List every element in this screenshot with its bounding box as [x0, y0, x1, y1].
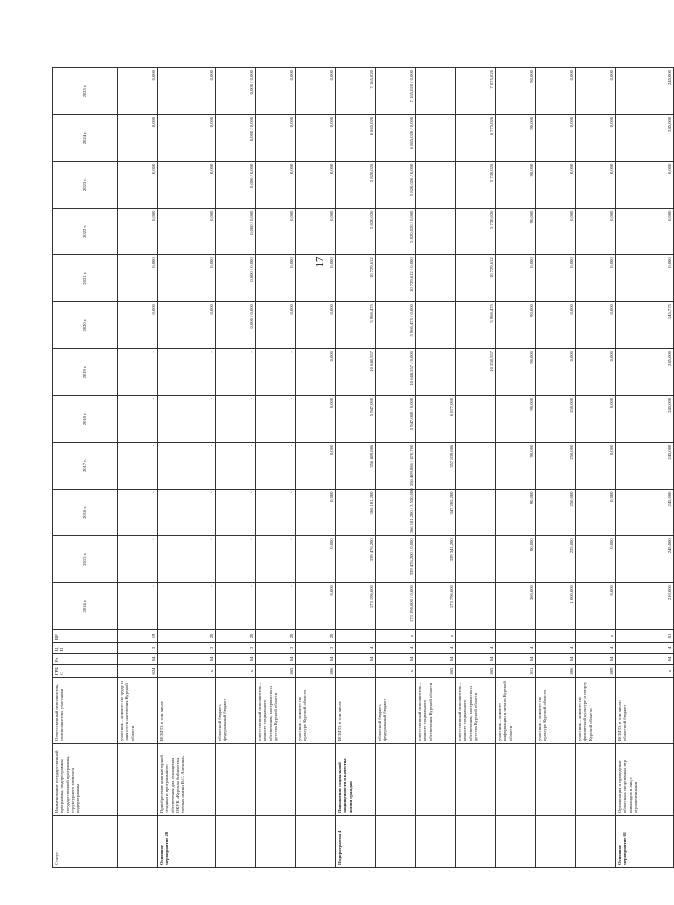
row-code — [536, 630, 576, 643]
row-value: 173 196,600 — [336, 583, 376, 630]
row-value: 90,000 — [496, 161, 536, 208]
row-value: 0,000 — [296, 536, 336, 583]
row-value: 0,000 — [158, 114, 216, 161]
row-value: - — [118, 395, 158, 442]
row-value: - — [118, 489, 158, 536]
header-name: Наименование государственной программы, подпрограммы государственной программы, структурного элемента подпрограммы — [53, 744, 118, 816]
row-value — [416, 255, 456, 302]
row-value: 0,000 — [118, 114, 158, 161]
row-value: - — [118, 536, 158, 583]
row-value: 0,000 — [616, 208, 674, 255]
row-value: - — [158, 349, 216, 396]
row-value: 0,000 — [536, 349, 576, 396]
row-code — [336, 665, 376, 678]
header-status: Статус — [53, 816, 118, 868]
row-value: 10 729,612 — [456, 255, 496, 302]
row-value: 0,000 — [296, 395, 336, 442]
row-name — [118, 744, 158, 816]
row-code: 3 — [256, 643, 296, 654]
row-value: 0,000 — [256, 255, 296, 302]
row-value — [456, 489, 496, 536]
row-status — [118, 816, 158, 868]
row-value: 250,000 — [536, 489, 576, 536]
row-value: 5 820,026 / 0,000 — [376, 161, 416, 208]
row-value: 225,000 — [536, 536, 576, 583]
row-value: 0,000 — [118, 68, 158, 115]
row-value: 10 648,557 — [336, 349, 376, 396]
row-executor: ответственный исполнитель – комитет социального обеспечения, материнства и детства Курской области — [256, 678, 296, 744]
row-code: 4 — [376, 643, 416, 654]
row-name — [576, 744, 616, 816]
row-value — [416, 114, 456, 161]
row-status — [216, 816, 256, 868]
row-value: - — [216, 442, 256, 489]
row-value — [416, 208, 456, 255]
row-value: 0,000 — [158, 208, 216, 255]
row-value: 245,000 — [616, 395, 674, 442]
row-status — [576, 816, 616, 868]
row-value: 10 358,557 — [456, 349, 496, 396]
row-name — [536, 744, 576, 816]
table-row — [216, 68, 256, 868]
row-value: - — [158, 583, 216, 630]
header-year: 2022 г. — [53, 208, 118, 255]
row-value: 0,000 — [296, 68, 336, 115]
row-value: 7 075,026 — [456, 68, 496, 115]
header-pr: ЦП — [53, 643, 118, 654]
row-value: 0,000 — [576, 255, 616, 302]
row-value: 0,000 — [576, 349, 616, 396]
row-value: 245,000 — [616, 114, 674, 161]
row-code: 824 — [118, 665, 158, 678]
row-value: 0,000 — [118, 255, 158, 302]
row-value: 0,000 — [158, 161, 216, 208]
row-code: 4 — [416, 643, 456, 654]
row-value: 339 476,200 — [336, 536, 376, 583]
row-value — [416, 302, 456, 349]
row-code: 865 — [416, 665, 456, 678]
row-value: 0,000 — [536, 208, 576, 255]
row-executor: участник – комитет информации и печати Курской области — [496, 678, 536, 744]
row-value: 366 181,200 / 3 550,000 — [376, 489, 416, 536]
row-value: 0,000 — [118, 302, 158, 349]
row-code: 20 — [256, 630, 296, 643]
row-executor: участник – комитет по культуре Курской области — [296, 678, 336, 744]
row-code: 04 — [576, 654, 616, 665]
row-value: 5 820,026 — [336, 161, 376, 208]
row-executor: ответственный исполнитель – комитет социального обеспечения, материнства и детства Курской области — [456, 678, 496, 744]
row-code: 4 — [536, 643, 576, 654]
row-code: 20 — [216, 630, 256, 643]
row-value: 173 196,600 / 0,000 — [376, 583, 416, 630]
row-name: Организация и проведение областных спортивных игр инвалидов и лиц с ограниченными — [616, 744, 674, 816]
row-value: 90,000 — [496, 536, 536, 583]
table-row — [118, 68, 158, 868]
row-code: 4 — [336, 643, 376, 654]
row-value: - — [158, 489, 216, 536]
row-value: 0,000 — [118, 161, 158, 208]
row-value: 90,000 — [496, 349, 536, 396]
row-value: - — [216, 395, 256, 442]
row-value: 0,000 — [576, 442, 616, 489]
row-executor: ВСЕГО, в том числе — [336, 678, 376, 744]
table-row — [416, 68, 456, 868]
row-value: 0,000 — [256, 114, 296, 161]
row-code: x — [616, 665, 674, 678]
row-value — [456, 536, 496, 583]
row-code: x — [376, 630, 416, 643]
header-year: 2019 г. — [53, 349, 118, 396]
row-value: - — [216, 489, 256, 536]
row-value: 0,000 — [536, 255, 576, 302]
header-year: 2024 г. — [53, 114, 118, 161]
row-value: - — [256, 489, 296, 536]
header-year: 2023 г. — [53, 161, 118, 208]
header-vr: ВР — [53, 630, 118, 643]
row-value: 5 947,000 / 0,000 — [376, 395, 416, 442]
row-value: - — [118, 349, 158, 396]
row-status: Подпрограмма 4 — [336, 816, 376, 868]
row-name — [256, 744, 296, 816]
row-name: Повышение социальной защищенности и качества жизни граждан — [336, 744, 376, 816]
row-value: - — [256, 349, 296, 396]
row-code: 3 — [118, 643, 158, 654]
row-value: 0,000 / 0,000 — [216, 114, 256, 161]
row-value: 0,000 — [296, 208, 336, 255]
row-executor: ВСЕГО, в том числе — [158, 678, 216, 744]
row-code: 811 — [496, 665, 536, 678]
row-value: 356 409,886 — [336, 442, 376, 489]
row-code: 04 — [296, 654, 336, 665]
row-value: 90,000 — [496, 68, 536, 115]
row-code: x — [376, 665, 416, 678]
row-code: 04 — [456, 654, 496, 665]
header-grbs: ГРБС — [53, 665, 118, 678]
row-value: 6 865,020 — [336, 114, 376, 161]
row-value: - — [256, 536, 296, 583]
row-code: 809 — [576, 665, 616, 678]
table-row — [336, 68, 376, 868]
row-value: 0,000 — [576, 536, 616, 583]
row-status — [416, 816, 456, 868]
row-value — [456, 395, 496, 442]
header-year: 2016 г. — [53, 489, 118, 536]
table-row — [496, 68, 536, 868]
row-value: 0,000 — [296, 161, 336, 208]
row-value: 0,000 — [158, 255, 216, 302]
row-value: 0,000 — [296, 489, 336, 536]
row-value: 0,000 — [496, 255, 536, 302]
row-value: 90,000 — [496, 208, 536, 255]
row-executor: участник – комитет по культуре Курской области — [536, 678, 576, 744]
row-name — [496, 744, 536, 816]
header-year: 2017 г. — [53, 442, 118, 489]
row-value: 339 341,200 — [416, 536, 456, 583]
row-value: 245,000 — [616, 536, 674, 583]
row-value: 0,000 — [536, 302, 576, 349]
row-value: 7 165,020 — [336, 68, 376, 115]
row-status: Основное мероприятие 20 — [158, 816, 216, 868]
row-executor: участник – комитет по физической культуре и спорту Курской области — [576, 678, 616, 744]
row-value: 0,000 — [296, 583, 336, 630]
row-value: 6 877,000 — [416, 395, 456, 442]
row-code: 19 — [118, 630, 158, 643]
row-value: - — [256, 583, 296, 630]
header-executor: Ответственный исполнитель, соисполнители, участники — [53, 678, 118, 744]
row-value: 5 820,026 — [336, 208, 376, 255]
row-value: 250,000 — [536, 395, 576, 442]
row-value: 0,000 — [616, 161, 674, 208]
row-name: Приобретение компьютерной техники и программного обеспечения для оснащения ОКУК «Курская библиотека слепых имени В.С. Алехина» — [158, 744, 216, 816]
row-value: 1 000,000 — [536, 583, 576, 630]
row-value: - — [256, 395, 296, 442]
header-year: 2015 г. — [53, 536, 118, 583]
row-value: 5 820,026 / 0,000 — [376, 208, 416, 255]
row-value — [456, 442, 496, 489]
row-code: 04 — [216, 654, 256, 665]
row-executor: ответственный исполнитель – комитет социального обеспечения Курской области — [416, 678, 456, 744]
row-value: 210,000 — [616, 583, 674, 630]
row-value: 0,000 — [296, 114, 336, 161]
row-value: 0,000 — [536, 114, 576, 161]
row-value: - — [256, 442, 296, 489]
row-name — [376, 744, 416, 816]
row-value: 10 648,557 / 0,000 — [376, 349, 416, 396]
row-value: 173 796,600 — [416, 583, 456, 630]
row-value: 366 181,200 — [336, 489, 376, 536]
row-value: - — [158, 395, 216, 442]
row-value — [416, 349, 456, 396]
row-value: 0,000 — [576, 208, 616, 255]
budget-table — [52, 67, 674, 868]
row-code: 04 — [416, 654, 456, 665]
row-value: 0,000 — [576, 161, 616, 208]
row-code: x — [216, 665, 256, 678]
row-code: 4 — [576, 643, 616, 654]
row-value: 0,000 — [616, 255, 674, 302]
row-value: - — [216, 349, 256, 396]
row-value: 0,000 — [296, 255, 336, 302]
row-value: 90,000 — [496, 489, 536, 536]
row-code: x — [416, 630, 456, 643]
table-row — [256, 68, 296, 868]
row-value: 0,000 — [576, 114, 616, 161]
table-row — [616, 68, 674, 868]
row-value: - — [118, 583, 158, 630]
row-code: 04 — [158, 654, 216, 665]
header-year: 2025 г. — [53, 68, 118, 115]
row-code: 04 — [376, 654, 416, 665]
row-code: 3 — [216, 643, 256, 654]
row-code: 04 — [536, 654, 576, 665]
row-code: 806 — [296, 665, 336, 678]
row-code: 20 — [158, 630, 216, 643]
row-status — [376, 816, 416, 868]
row-code — [336, 630, 376, 643]
row-value: 0,000 — [576, 583, 616, 630]
header-year: 2014 г. — [53, 583, 118, 630]
row-value: 145,775 — [616, 302, 674, 349]
row-value: 0,000 / 0,000 — [216, 255, 256, 302]
row-value: 245,000 — [616, 349, 674, 396]
row-value: 357 839,886 — [416, 442, 456, 489]
row-executor: областной бюджет, федеральный бюджет — [216, 678, 256, 744]
row-value: 90,000 — [496, 114, 536, 161]
row-code — [496, 630, 536, 643]
row-value: - — [216, 536, 256, 583]
table-row — [296, 68, 336, 868]
row-code: 4 — [496, 643, 536, 654]
row-value: - — [118, 442, 158, 489]
row-code: 04 — [496, 654, 536, 665]
rotated-page — [52, 68, 672, 868]
row-value: 0,000 — [296, 302, 336, 349]
row-status: Основное мероприятие 01 — [616, 816, 674, 868]
table-body — [118, 68, 674, 868]
row-value: 250,000 — [536, 442, 576, 489]
row-value: 0,000 — [256, 208, 296, 255]
row-value: 0,000 — [118, 208, 158, 255]
row-code: 4 — [456, 643, 496, 654]
row-value: 5 730,026 — [456, 161, 496, 208]
table-row — [456, 68, 496, 868]
row-value: - — [216, 583, 256, 630]
row-executor: ВСЕГО, в том числе: областной бюджет — [616, 678, 674, 744]
row-value: 356 409,886 / 470,700 — [376, 442, 416, 489]
header-rz: Рз — [53, 654, 118, 665]
row-name — [216, 744, 256, 816]
page-number: 17 — [314, 256, 326, 268]
row-value: 245,000 — [616, 442, 674, 489]
row-value: 0,000 — [256, 68, 296, 115]
table-row — [158, 68, 216, 868]
row-value — [416, 68, 456, 115]
row-value: 339 476,200 / 0,000 — [376, 536, 416, 583]
row-code: 04 — [616, 654, 674, 665]
row-value: 0,000 — [158, 302, 216, 349]
row-value: 0,000 / 0,000 — [216, 208, 256, 255]
row-code: 3 — [296, 643, 336, 654]
row-value: 0,000 — [536, 161, 576, 208]
row-value: 0,000 — [296, 442, 336, 489]
row-code: 865 — [456, 665, 496, 678]
row-value: 10 729,612 — [336, 255, 376, 302]
row-value: 90,000 — [496, 302, 536, 349]
row-value: 5 966,475 — [336, 302, 376, 349]
row-code: 04 — [336, 654, 376, 665]
row-code: 3 — [158, 643, 216, 654]
header-year: 2021 г. — [53, 255, 118, 302]
row-value: 0,000 — [576, 395, 616, 442]
row-code: x — [158, 665, 216, 678]
row-value: 0,000 / 0,000 — [216, 302, 256, 349]
row-value: 0,000 — [158, 68, 216, 115]
row-code: 04 — [118, 654, 158, 665]
row-code: 20 — [296, 630, 336, 643]
table-row — [376, 68, 416, 868]
row-value: 0,000 — [576, 68, 616, 115]
row-status — [256, 816, 296, 868]
row-value: 90,000 — [496, 442, 536, 489]
row-value: 5 966,475 / 0,000 — [376, 302, 416, 349]
row-value: 0,000 — [576, 302, 616, 349]
row-value: 360,000 — [496, 583, 536, 630]
row-executor: областной бюджет, федеральный бюджет — [376, 678, 416, 744]
table-row — [536, 68, 576, 868]
header-year: 2020 г. — [53, 302, 118, 349]
row-value: 0,000 — [536, 68, 576, 115]
row-executor: участник – комитет по труду и занятости населения Курской области — [118, 678, 158, 744]
row-name — [296, 744, 336, 816]
row-value: 0,000 — [256, 161, 296, 208]
row-code — [456, 630, 496, 643]
row-value: 0,000 — [576, 489, 616, 536]
row-code: 04 — [256, 654, 296, 665]
row-value: 10 729,612 / 0,000 — [376, 255, 416, 302]
row-value: - — [158, 536, 216, 583]
row-value: 0,000 / 0,000 — [216, 68, 256, 115]
row-name — [456, 744, 496, 816]
row-code: 806 — [536, 665, 576, 678]
header-year: 2018 г. — [53, 395, 118, 442]
row-value: 245,000 — [616, 68, 674, 115]
row-code: x — [576, 630, 616, 643]
row-value: 90,000 — [496, 395, 536, 442]
row-code: 865 — [256, 665, 296, 678]
row-value: 5 730,026 — [456, 208, 496, 255]
row-status — [456, 816, 496, 868]
row-value: 6 865,020 / 0,000 — [376, 114, 416, 161]
row-value — [416, 161, 456, 208]
row-status — [296, 816, 336, 868]
row-value: 0,000 — [256, 302, 296, 349]
row-value: 0,000 — [296, 349, 336, 396]
table-row — [576, 68, 616, 868]
row-code: 01 — [616, 630, 674, 643]
row-status — [536, 816, 576, 868]
row-status — [496, 816, 536, 868]
row-value: 245,000 — [616, 489, 674, 536]
row-value: 347 205,200 — [416, 489, 456, 536]
row-value: 6 775,026 — [456, 114, 496, 161]
row-value: 0,000 / 0,000 — [216, 161, 256, 208]
table-header — [53, 68, 118, 868]
row-value: - — [158, 442, 216, 489]
row-value: 5 966,475 — [456, 302, 496, 349]
row-value: 5 947,000 — [336, 395, 376, 442]
row-value — [456, 583, 496, 630]
row-value: 7 165,020 / 0,000 — [376, 68, 416, 115]
row-code: 4 — [616, 643, 674, 654]
row-name — [416, 744, 456, 816]
